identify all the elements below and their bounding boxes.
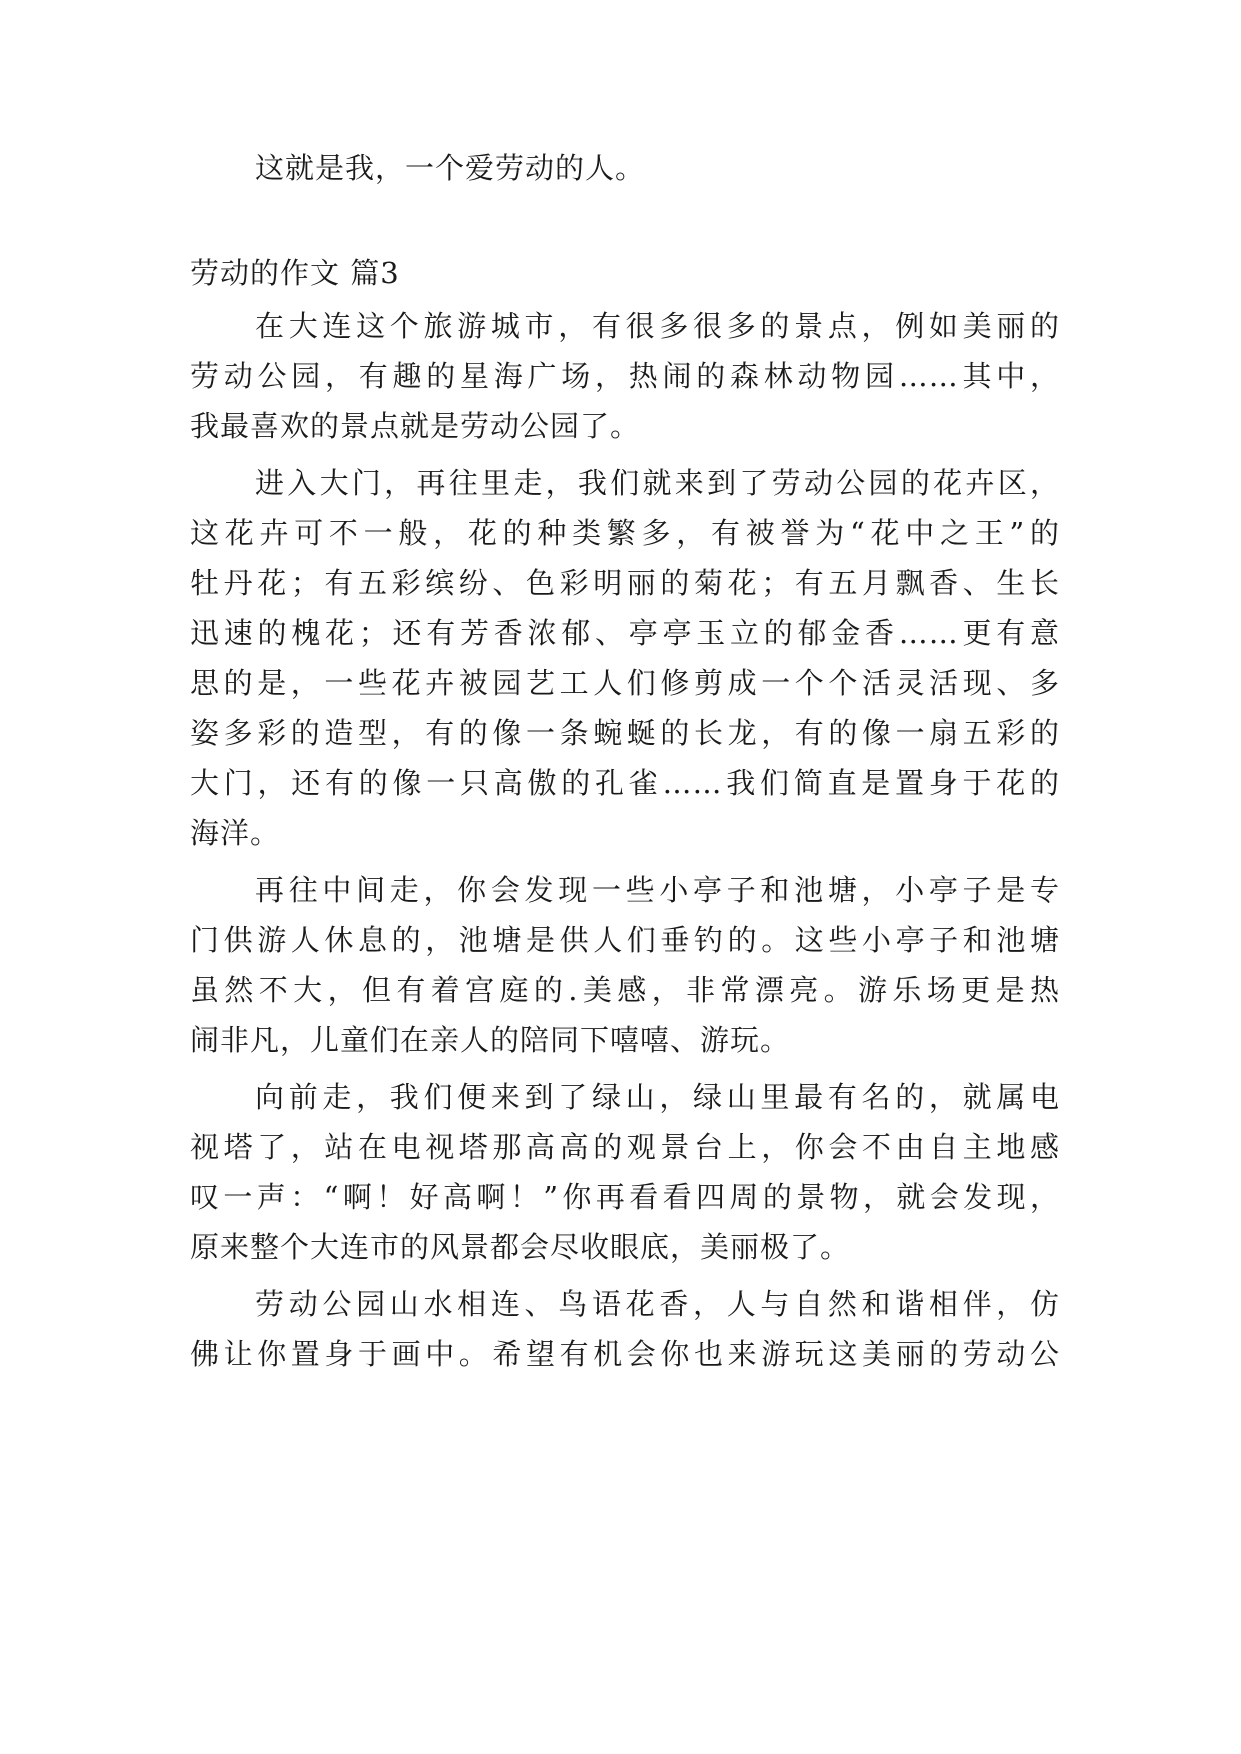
paragraph-line: 海洋。 <box>190 816 281 850</box>
paragraph-line: 虽然不大，但有着宫庭的.美感，非常漂亮。游乐场更是热 <box>190 973 1060 1007</box>
paragraph-line: 大门，还有的像一只高傲的孔雀……我们简直是置身于花的 <box>190 766 1060 800</box>
paragraph-line: 叹一声：“啊！好高啊！”你再看看四周的景物，就会发现， <box>190 1180 1060 1214</box>
paragraph-line: 原来整个大连市的风景都会尽收眼底，美丽极了。 <box>190 1230 851 1264</box>
intro-line: 这就是我，一个爱劳动的人。 <box>255 151 646 185</box>
paragraph-line: 思的是，一些花卉被园艺工人们修剪成一个个活灵活现、多 <box>190 666 1060 700</box>
paragraph-line: 视塔了，站在电视塔那高高的观景台上，你会不由自主地感 <box>190 1130 1060 1164</box>
paragraph-line: 劳动公园山水相连、鸟语花香，人与自然和谐相伴，仿 <box>255 1287 1060 1321</box>
paragraph-line: 我最喜欢的景点就是劳动公园了。 <box>190 409 641 443</box>
paragraph-line: 向前走，我们便来到了绿山，绿山里最有名的，就属电 <box>255 1080 1060 1114</box>
paragraph-line: 牡丹花；有五彩缤纷、色彩明丽的菊花；有五月飘香、生长 <box>190 566 1060 600</box>
paragraph-line: 姿多彩的造型，有的像一条蜿蜒的长龙，有的像一扇五彩的 <box>190 716 1060 750</box>
paragraph-line: 再往中间走，你会发现一些小亭子和池塘，小亭子是专 <box>255 873 1060 907</box>
paragraph-line: 佛让你置身于画中。希望有机会你也来游玩这美丽的劳动公 <box>190 1337 1060 1371</box>
paragraph-line: 门供游人休息的，池塘是供人们垂钓的。这些小亭子和池塘 <box>190 923 1060 957</box>
paragraph-line: 这花卉可不一般，花的种类繁多，有被誉为“花中之王”的 <box>190 516 1060 550</box>
paragraph-line: 进入大门，再往里走，我们就来到了劳动公园的花卉区， <box>255 466 1060 500</box>
section-heading: 劳动的作文 篇3 <box>190 256 400 290</box>
paragraph-line: 迅速的槐花；还有芳香浓郁、亭亭玉立的郁金香……更有意 <box>190 616 1060 650</box>
paragraph-line: 在大连这个旅游城市，有很多很多的景点，例如美丽的 <box>255 309 1060 343</box>
paragraph-line: 劳动公园，有趣的星海广场，热闹的森林动物园……其中， <box>190 359 1060 393</box>
paragraph-line: 闹非凡，儿童们在亲人的陪同下嘻嘻、游玩。 <box>190 1023 791 1057</box>
